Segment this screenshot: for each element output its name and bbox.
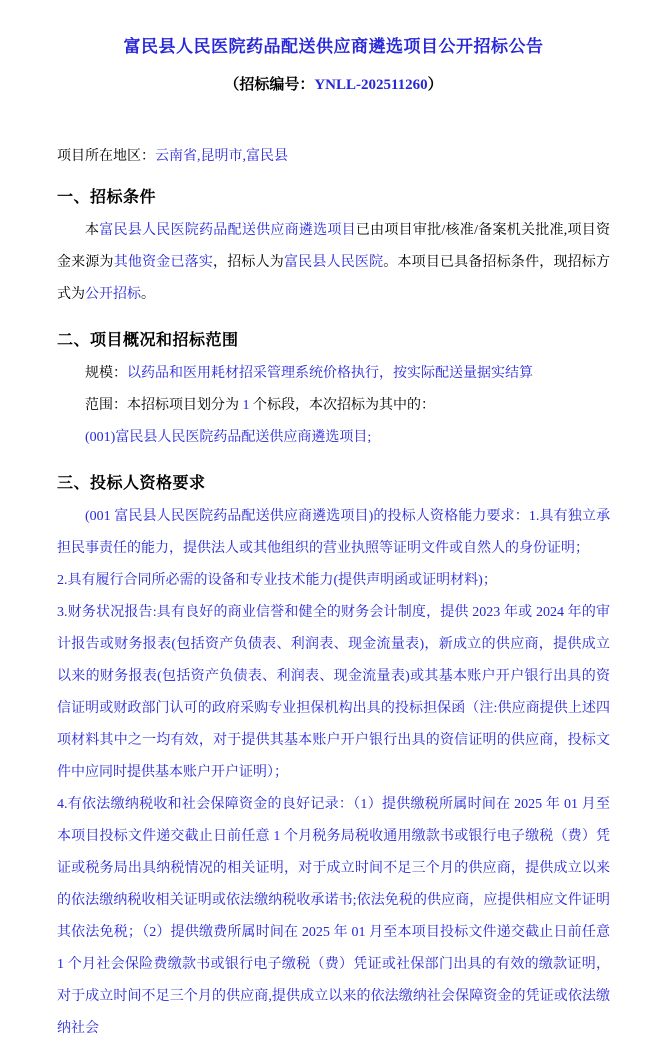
tender-number-prefix: （招标编号：: [224, 77, 315, 93]
project-location-value: 云南省,昆明市,富民县: [155, 149, 288, 164]
text-segment: ，招标人为: [213, 255, 284, 270]
text-segment: 4.有依法缴纳税收和社会保障资金的良好记录：（1）提供缴税所属时间在 2025 年 01 月至本项目投标文件递交截止日前任意 1 个月税务局税收通用缴款书或银行电子缴税（费）凭证或税务局出具纳税情况的相关证明，对于成立时间不足三个月的供应商，提供成立以来的依法缴纳税收相关证明或依法缴纳税收承诺书;依法免税的供应商，应提供相应文件证明其依法免税；（2）提供缴费所属时间在 2025 年 01 月至本项目投标文件递交截止日前任意 1 个月社会保险费缴款书或银行电子缴税（费）凭证或社保部门出具的有效的缴款证明，对于成立时间不足三个月的供应商,提供成立以来的依法缴纳社会保障资金的凭证或依法缴纳社会: [57, 797, 610, 1036]
tender-number-suffix: ）: [427, 77, 443, 93]
text-segment: 。: [141, 287, 155, 302]
paragraph-qualification-1: [57, 501, 610, 565]
section-project-overview-scope: [57, 327, 610, 454]
text-segment: (001 富民县人民医院药品配送供应商遴选项目)的投标人资格能力要求：1.具有独立承担民事责任的能力，提供法人或其他组织的营业执照等证明文件或自然人的身份证明；: [57, 509, 610, 556]
text-segment: 规模：: [85, 366, 127, 381]
text-segment: 以药品和医用耗材招采管理系统价格执行，按实际配送量据实结算: [127, 366, 533, 381]
page-title: 富民县人民医院药品配送供应商遴选项目公开招标公告: [123, 37, 544, 56]
paragraph-scale: [57, 358, 610, 390]
paragraph-tender-conditions: [57, 215, 610, 311]
paragraph-scope: [57, 390, 610, 422]
text-segment: (001)富民县人民医院药品配送供应商遴选项目;: [85, 430, 372, 445]
paragraph-lot-001: [57, 422, 610, 454]
tender-number: YNLL-202511260: [314, 77, 428, 93]
project-location-label: 项目所在地区：: [57, 149, 155, 164]
paragraph-qualification-4: [57, 789, 610, 1045]
paragraph-qualification-3: [57, 597, 610, 789]
section-heading-3: 三、投标人资格要求: [57, 475, 206, 492]
paragraph-qualification-2: [57, 565, 610, 597]
text-segment: 。本项目已具备招标条件，现招标方式为: [57, 255, 611, 302]
section-tender-conditions: [57, 184, 610, 311]
text-segment: 2.具有履行合同所必需的设备和专业技术能力(提供声明函或证明材料)；: [57, 573, 497, 588]
text-segment: 范围：本招标项目划分为: [85, 398, 243, 413]
tender-number-line: [57, 73, 610, 94]
text-segment: 已由项目审批/核准/备案机关批准,项目资金来源为: [57, 223, 611, 270]
section-bidder-qualifications: [57, 470, 610, 1045]
text-segment: 其他资金已落实: [113, 255, 214, 270]
text-segment: 富民县人民医院药品配送供应商遴选项目: [99, 223, 356, 238]
text-segment: 1: [242, 398, 250, 413]
project-location-line: [57, 146, 610, 168]
section-heading-2: 二、项目概况和招标范围: [57, 332, 239, 349]
text-segment: 公开招标: [85, 287, 141, 302]
text-segment: 本: [85, 223, 100, 238]
text-segment: 富民县人民医院: [283, 255, 384, 270]
section-heading-1: 一、招标条件: [57, 189, 157, 206]
text-segment: 个标段，本次招标为其中的：: [249, 398, 435, 413]
text-segment: 3.财务状况报告:具有良好的商业信誉和健全的财务会计制度，提供 2023 年或 2024 年的审计报告或财务报表(包括资产负债表、利润表、现金流量表)，新成立的供应商，提供成立以来的财务报表(包括资产负债表、利润表、现金流量表)或其基本账户开户银行出具的资信证明或财政部门认可的政府采购专业担保机构出具的投标担保函（注:供应商提供上述四项材料其中之一均有效，对于提供其基本账户开户银行出具的资信证明的供应商，投标文件中应同时提供基本账户开户证明）；: [57, 605, 610, 780]
